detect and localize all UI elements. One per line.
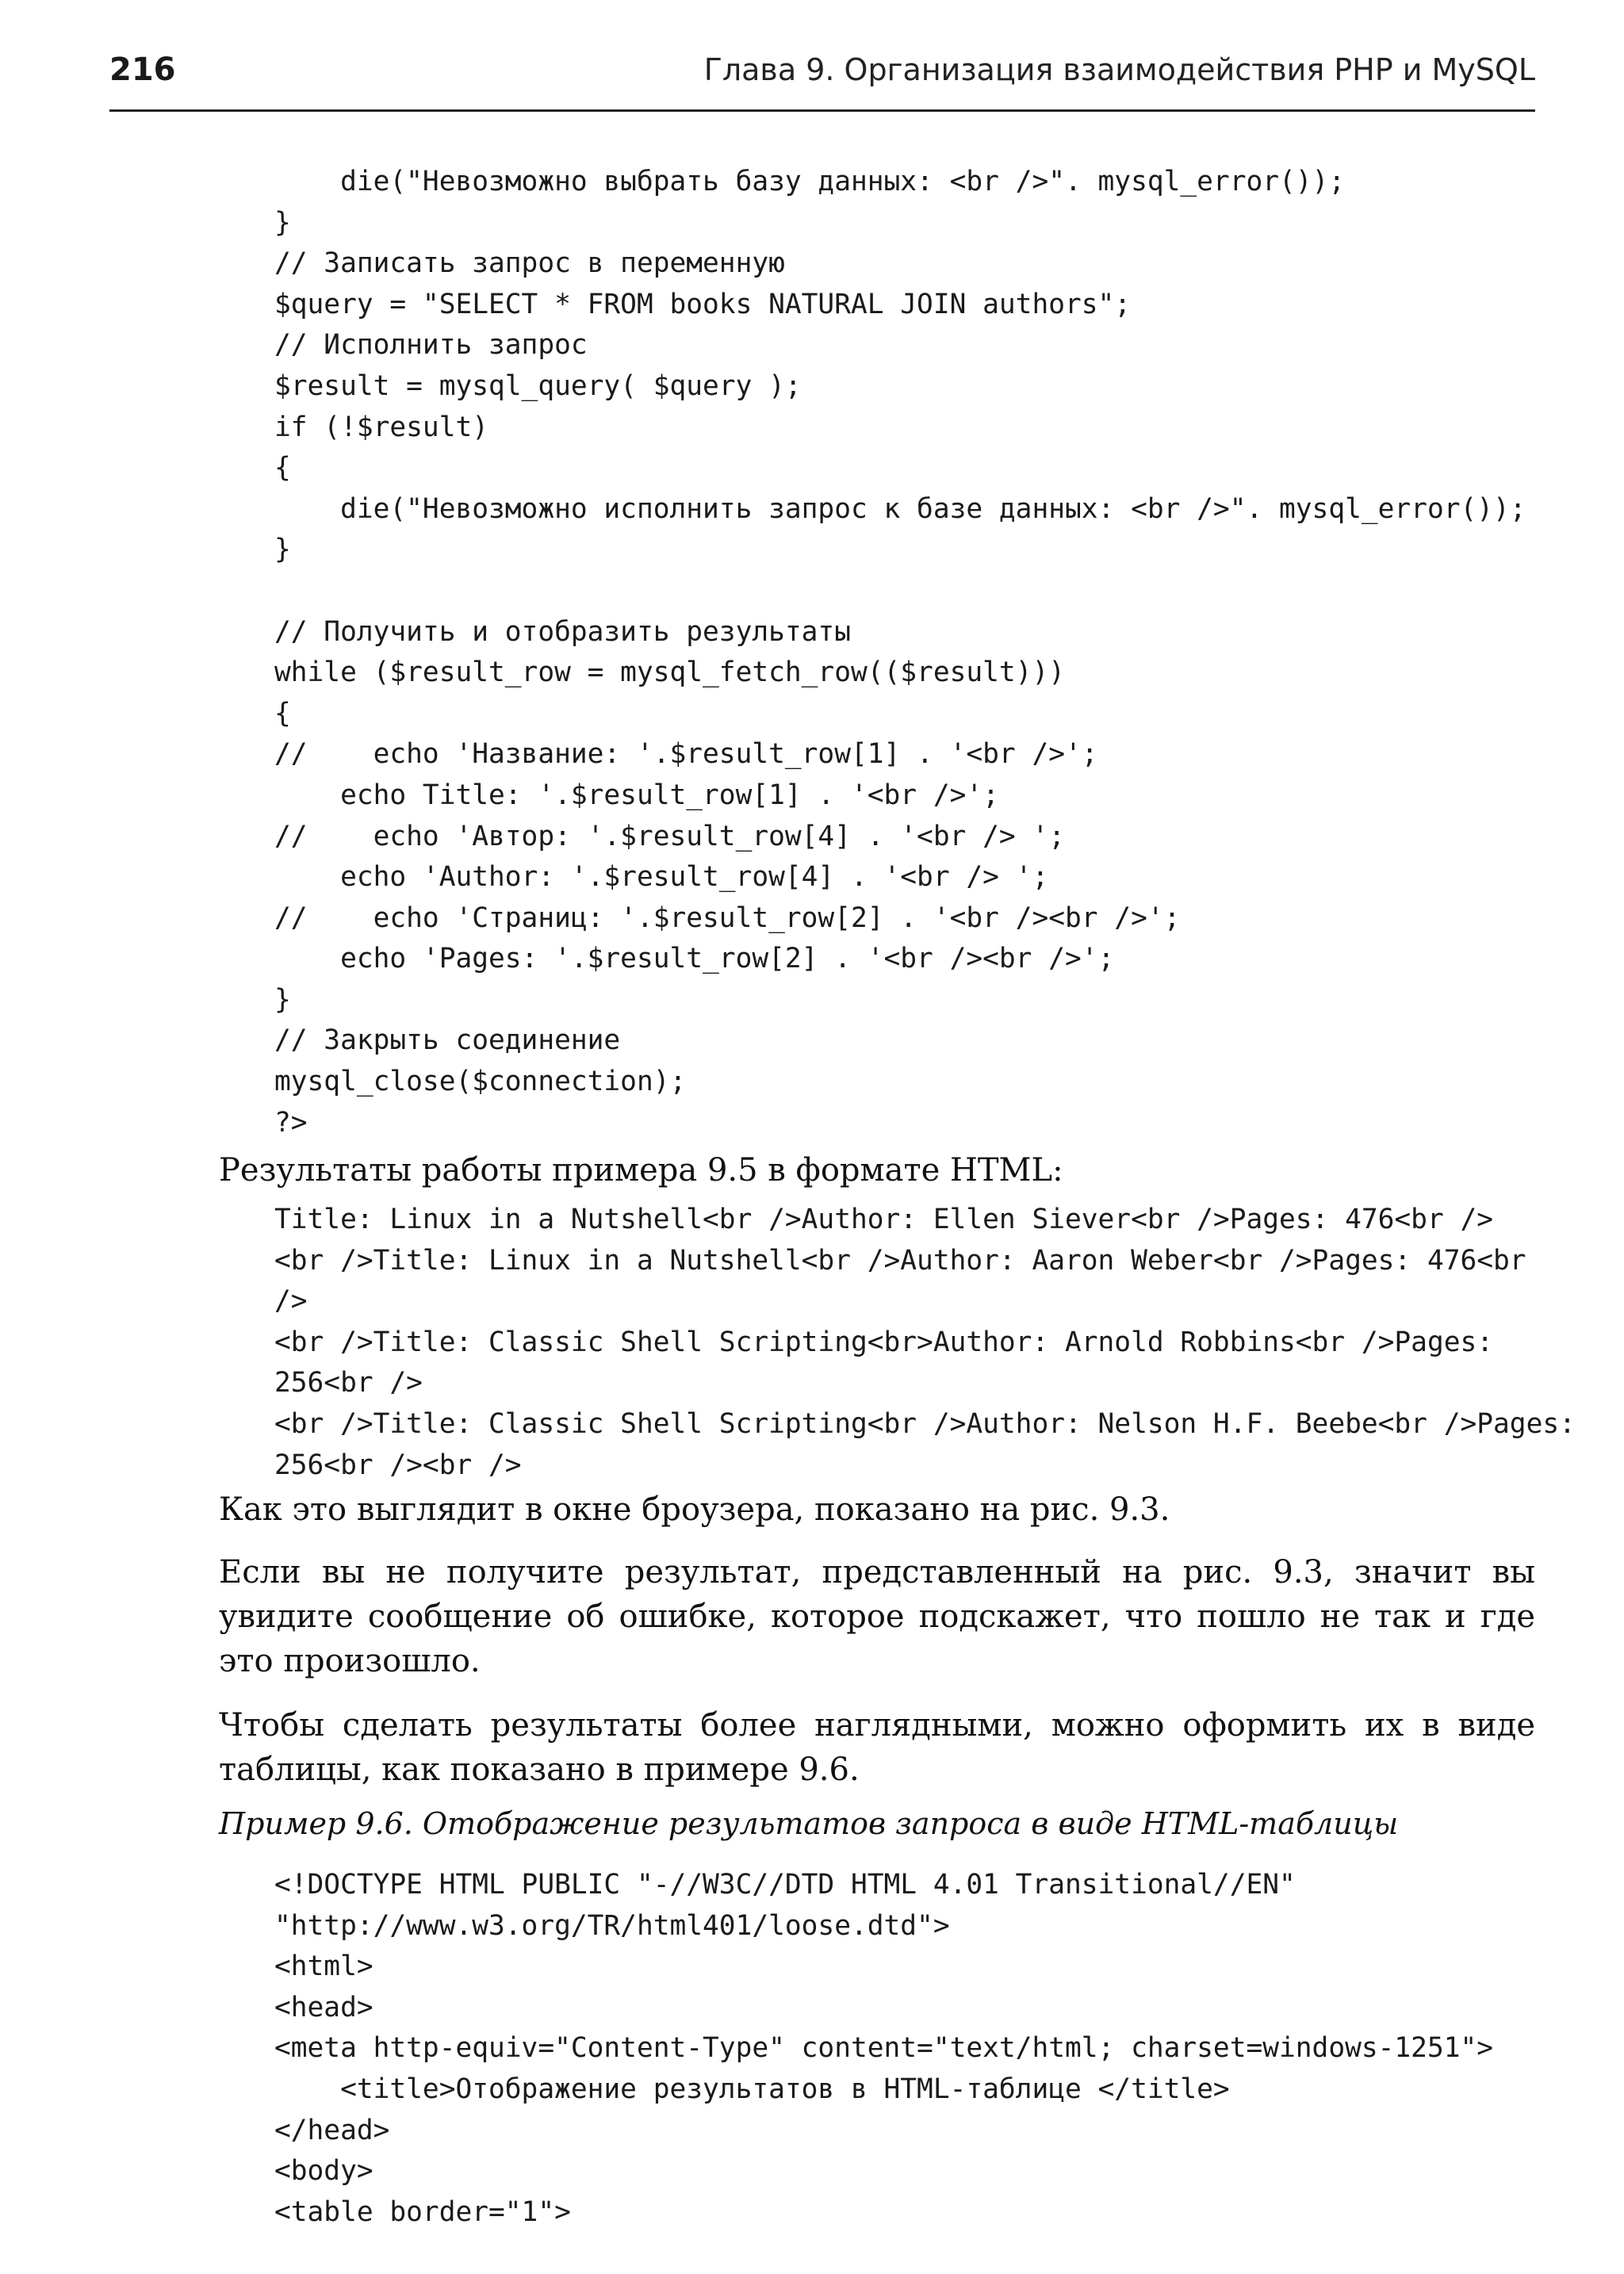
code-line: <br />Title: Classic Shell Scripting<br />Author: Nelson H.F. Beebe<br />Pages: <box>274 1407 1576 1440</box>
code-line: Title: Linux in a Nutshell<br />Author: Ellen Siever<br />Pages: 476<br /> <box>274 1204 1494 1235</box>
code-line: <br />Title: Linux in a Nutshell<br />Author: Aaron Weber<br />Pages: 476<br <box>274 1244 1526 1277</box>
code-line: <br />Title: Classic Shell Scripting<br>Author: Arnold Robbins<br />Pages: <box>274 1326 1494 1358</box>
code-listing-html-table <box>274 1865 1493 2233</box>
code-listing-html-output <box>274 1200 1576 1486</box>
code-line: <body> <box>274 2155 373 2188</box>
code-line: // Закрыть соединение <box>274 1024 621 1057</box>
code-line: 256<br /> <box>274 1367 423 1399</box>
chapter-title: Глава 9. Организация взаимодействия PHP и MySQL <box>703 52 1535 87</box>
paragraph-table-intro: Чтобы сделать результаты более наглядными, можно оформить их в виде таблицы, как показано в примере 9.6. <box>219 1707 1535 1788</box>
code-line: // echo 'Автор: '.$result_row[4] . '<br /> '; <box>274 820 1065 852</box>
code-line: $query = "SELECT * FROM books NATURAL JOIN authors"; <box>274 288 1132 320</box>
code-line: } <box>274 206 291 239</box>
results-heading: Результаты работы примера 9.5 в формате HTML: <box>219 1152 1063 1189</box>
code-line: echo Title: '.$result_row[1] . '<br />'; <box>274 779 999 811</box>
code-line: echo 'Pages: '.$result_row[2] . '<br /><br />'; <box>274 943 1115 975</box>
code-listing-php <box>274 162 1526 1143</box>
code-line: /> <box>274 1285 308 1318</box>
code-line <box>274 571 1526 612</box>
code-line: // echo 'Название: '.$result_row[1] . '<br />'; <box>274 738 1098 771</box>
code-line: echo 'Author: '.$result_row[4] . '<br /> '; <box>274 861 1049 894</box>
paragraph-error-note: Если вы не получите результат, представленный на рис. 9.3, значит вы увидите сообщение об ошибке, которое подскажет, что пошло не так и где это произошло. <box>219 1554 1535 1679</box>
code-line: ?> <box>274 1106 308 1139</box>
paragraph-browser-view: Как это выглядит в окне броузера, показано на рис. 9.3. <box>219 1491 1170 1528</box>
code-line: die("Невозможно исполнить запрос к базе данных: <br />". mysql_error()); <box>274 492 1526 525</box>
code-line: "http://www.w3.org/TR/html401/loose.dtd"> <box>274 1909 950 1942</box>
code-line: // Записать запрос в переменную <box>274 247 785 280</box>
code-line: { <box>274 697 291 729</box>
code-line: mysql_close($connection); <box>274 1066 687 1098</box>
code-line: while ($result_row = mysql_fetch_row(($result))) <box>274 657 1065 689</box>
code-line: $result = mysql_query( $query ); <box>274 369 802 402</box>
code-line: if (!$result) <box>274 411 489 443</box>
page-number: 216 <box>109 52 176 88</box>
code-line: </head> <box>274 2114 390 2146</box>
code-line: // echo 'Страниц: '.$result_row[2] . '<br /><br />'; <box>274 902 1181 934</box>
code-line: // Исполнить запрос <box>274 329 588 362</box>
code-line: <html> <box>274 1951 373 1983</box>
code-line: <title>Отображение результатов в HTML-таблице </title> <box>274 2073 1230 2105</box>
code-line: } <box>274 983 291 1016</box>
code-line: { <box>274 452 291 484</box>
code-line: // Получить и отобразить результаты <box>274 615 851 648</box>
code-line: <head> <box>274 1991 373 2023</box>
code-line: <!DOCTYPE HTML PUBLIC "-//W3C//DTD HTML 4.01 Transitional//EN" <box>274 1869 1296 1901</box>
code-line: <table border="1"> <box>274 2196 571 2228</box>
code-line: 256<br /><br /> <box>274 1449 522 1481</box>
listing-caption: Пример 9.6. Отображение результатов запроса в виде HTML-таблицы <box>219 1806 1399 1841</box>
page-header <box>109 46 1535 112</box>
code-line: die("Невозможно выбрать базу данных: <br />". mysql_error()); <box>274 166 1346 197</box>
code-line: } <box>274 534 291 566</box>
code-line: <meta http-equiv="Content-Type" content="text/html; charset=windows-1251"> <box>274 2032 1494 2065</box>
